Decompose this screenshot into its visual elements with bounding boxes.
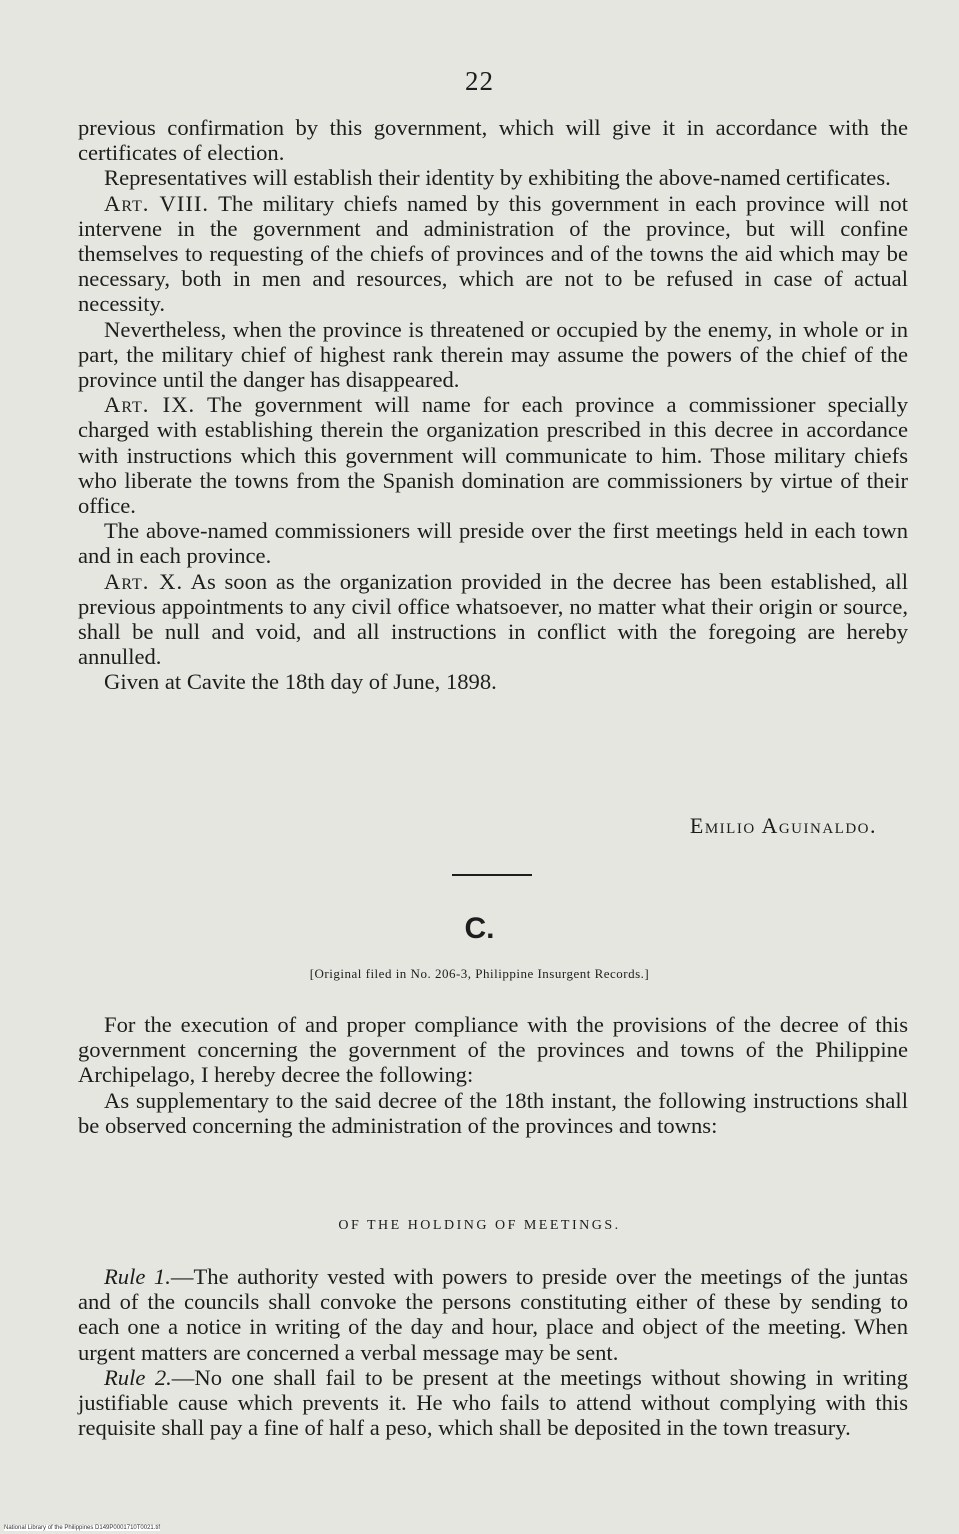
article-label: Art. IX. (104, 392, 196, 418)
rule-paragraph: Rule 2.—No one shall fail to be present at the meetings without showing in writing justifiable cause which prevents it. He who fails to attend without complying with this requisite shall pay a fine of half a peso, which shall be deposited in the town treasury. (78, 1364, 908, 1441)
section-heading: OF THE HOLDING OF MEETINGS. (338, 1218, 621, 1233)
paragraph-article-8: Art. VIII. The military chiefs named by this government in each province will not intervene in the government and administration of the province, but will confine themselves to requesting of the chiefs of provinces and of the towns the aid which may be necessary, both in men and resources, which are not to be refused in case of actual necessity. (78, 190, 908, 317)
rule-label: Rule 2. (104, 1364, 172, 1390)
divider (452, 874, 532, 876)
section-letter: C. (464, 912, 495, 945)
paragraph: The above-named commissioners will preside over the first meetings held in each town and in each province. (78, 518, 908, 569)
body-text-rules (78, 1264, 908, 1440)
paragraph: Nevertheless, when the province is threatened or occupied by the enemy, in whole or in part, the military chief of highest rank therein may assume the powers of the chief of the province until the danger has disappeared. (78, 316, 908, 393)
scan-footer: National Library of the Philippines D149P0001710T0021.tif (4, 1525, 161, 1531)
paragraph-article-9: Art. IX. The government will name for each province a commissioner specially charged with establishing therein the organization prescribed in this decree in accordance with instructions which this government will communicate to him. Those military chiefs who liberate the towns from the Spanish domination are commissioners by virtue of their office. (78, 392, 908, 519)
paragraph: Representatives will establish their identity by exhibiting the above-named certificates. (104, 165, 891, 191)
paragraph: For the execution of and proper compliance with the provisions of the decree of this government concerning the government of the provinces and towns of the Philippine Archipelago, I hereby decree the following: (78, 1012, 908, 1088)
paragraph: previous confirmation by this government, which will give it in accordance with the certificates of election. (78, 115, 908, 166)
source-note: [Original filed in No. 206-3, Philippine Insurgent Records.] (309, 966, 650, 981)
body-text-middle (78, 1012, 908, 1138)
article-label: Art. X. (104, 568, 184, 594)
rule-paragraph: Rule 1.—The authority vested with powers to preside over the meetings of the juntas and of the councils shall convoke the persons constituting either of these by sending to each one a notice in writing of the day and hour, place and object of the meeting. When urgent matters are concerned a verbal message may be sent. (78, 1264, 909, 1365)
paragraph-date: Given at Cavite the 18th day of June, 1898. (104, 669, 497, 695)
paragraph: As supplementary to the said decree of the 18th instant, the following instructions shall be observed concerning the administration of the provinces and towns: (78, 1087, 908, 1138)
signature: Emilio Aguinaldo. (689, 813, 877, 838)
body-text-top (78, 115, 908, 695)
page-number: 22 (465, 66, 494, 96)
rule-label: Rule 1. (104, 1264, 171, 1289)
paragraph-article-10: Art. X. As soon as the organization provided in the decree has been established, all previous appointments to any civil office whatsoever, no matter what their origin or source, shall be null and void, and all instructions in conflict with the foregoing are hereby annulled. (78, 568, 908, 670)
article-label: Art. VIII. (104, 190, 210, 216)
